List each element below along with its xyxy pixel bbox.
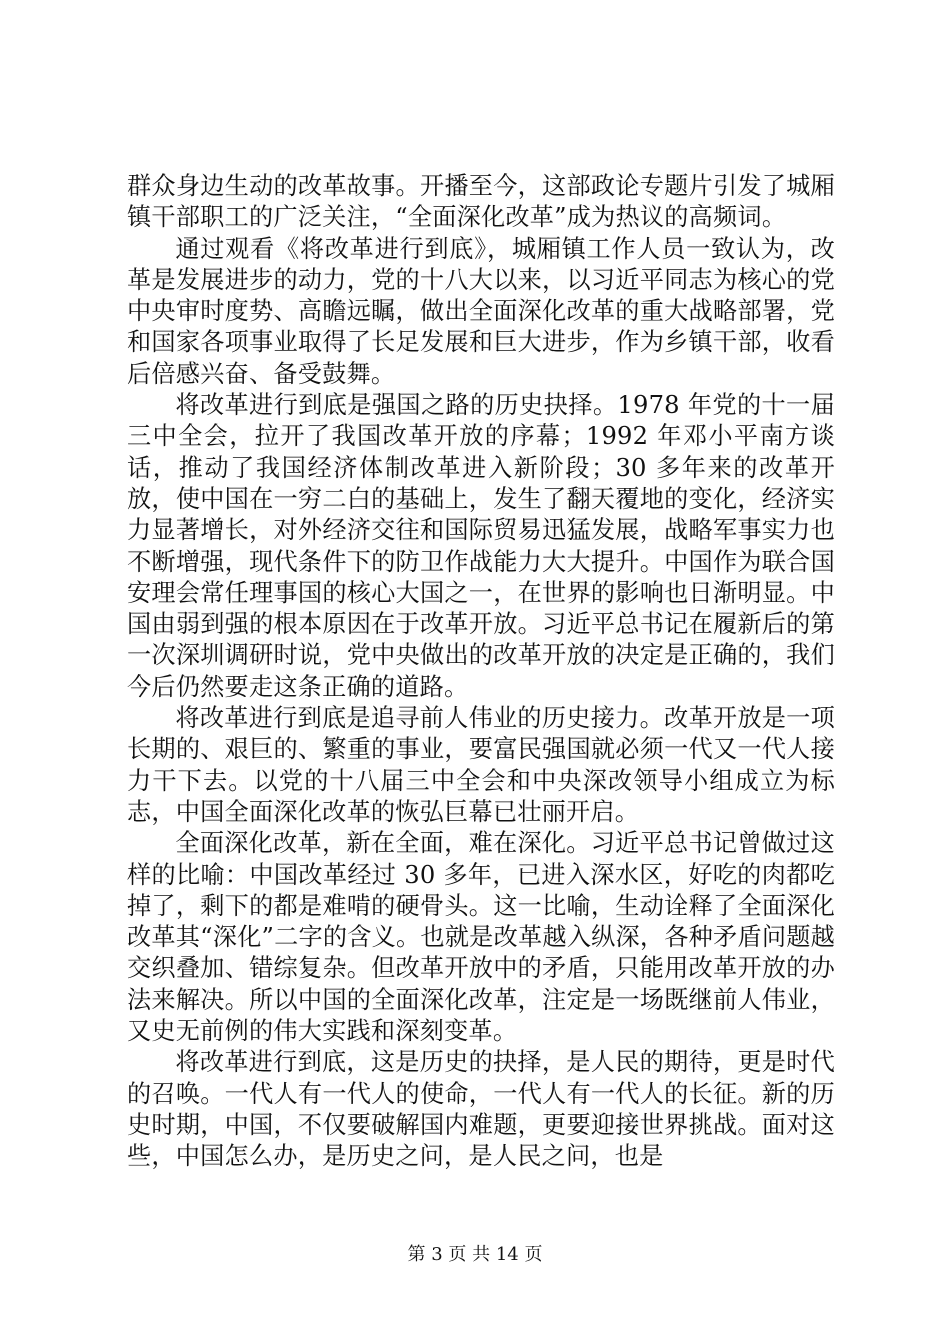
paragraph-3: 将改革进行到底是强国之路的历史抉择。1978 年党的十一届三中全会，拉开了我国改革开放的序幕；1992 年邓小平南方谈话，推动了我国经济体制改革进入新阶段；30 多年来的改革开放，使中国在一穷二白的基础上，发生了翻天覆地的变化，经济实力显著增长，对外经济交往和国际贸易迅猛发展，战略军事实力也不断增强，现代条件下的防卫作战能力大大提升。中国作为联合国安理会常任理事国的核心大国之一，在世界的影响也日渐明显。中国由弱到强的根本原因在于改革开放。习近平总书记在履新后的第一次深圳调研时说，党中央做出的改革开放的决定是正确的，我们今后仍然要走这条正确的道路。	[127, 391, 835, 701]
paragraph-2: 通过观看《将改革进行到底》，城厢镇工作人员一致认为，改革是发展进步的动力，党的十八大以来，以习近平同志为核心的党中央审时度势、高瞻远瞩，做出全面深化改革的重大战略部署，党和国家各项事业取得了长足发展和巨大进步，作为乡镇干部，收看后倍感兴奋、备受鼓舞。	[127, 234, 835, 388]
paragraph-1: 群众身边生动的改革故事。开播至今，这部政论专题片引发了城厢镇干部职工的广泛关注，“全面深化改革”成为热议的高频词。	[127, 172, 835, 232]
document-body	[127, 171, 835, 1173]
page-number-footer: 第 3 页 共 14 页	[407, 1244, 543, 1265]
paragraph-4: 将改革进行到底是追寻前人伟业的历史接力。改革开放是一项长期的、艰巨的、繁重的事业，要富民强国就必须一代又一代人接力干下去。以党的十八届三中全会和中央深改领导小组成立为标志，中国全面深化改革的恢弘巨幕已壮丽开启。	[127, 704, 835, 826]
paragraph-5: 全面深化改革，新在全面，难在深化。习近平总书记曾做过这样的比喻：中国改革经过 30 多年，已进入深水区，好吃的肉都吃掉了，剩下的都是难啃的硬骨头。这一比喻，生动诠释了全面深化改革其“深化”二字的含义。也就是改革越入纵深，各种矛盾问题越交织叠加、错综复杂。但改革开放中的矛盾，只能用改革开放的办法来解决。所以中国的全面深化改革，注定是一场既继前人伟业，又史无前例的伟大实践和深刻变革。	[127, 829, 835, 1046]
paragraph-6: 将改革进行到底，这是历史的抉择，是人民的期待，更是时代的召唤。一代人有一代人的使命，一代人有一代人的长征。新的历史时期，中国，不仅要破解国内难题，更要迎接世界挑战。面对这些，中国怎么办，是历史之问，是人民之问，也是	[127, 1048, 835, 1171]
